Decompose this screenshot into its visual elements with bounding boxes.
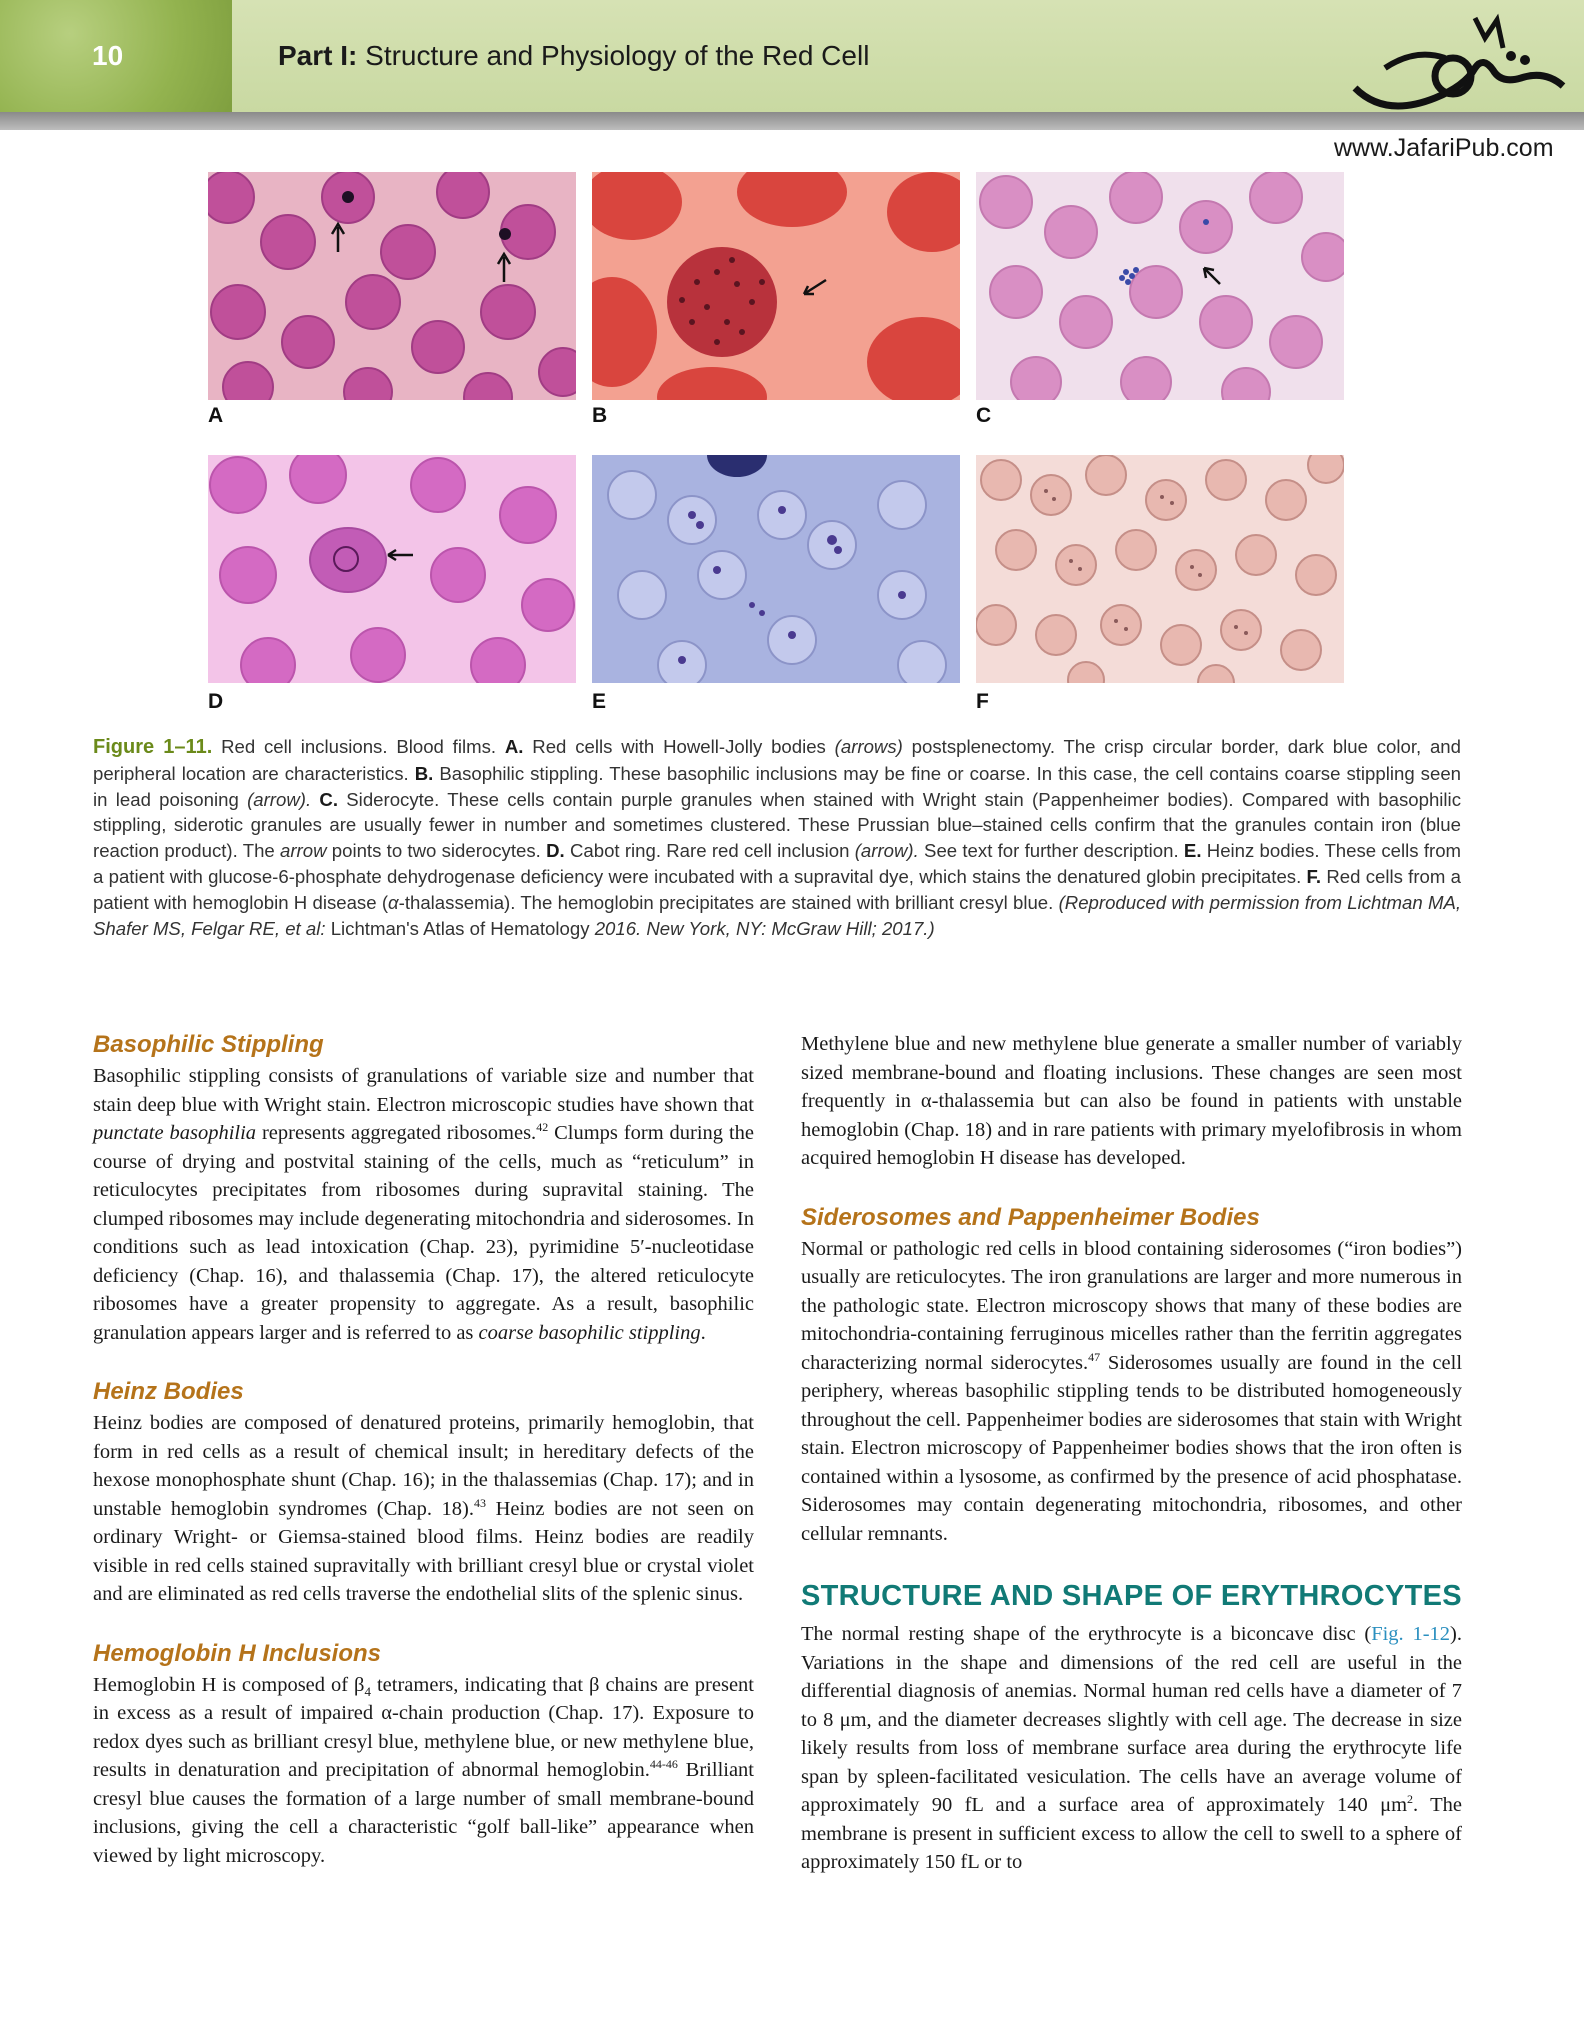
part-title: Structure and Physiology of the Red Cell (365, 40, 870, 71)
text-run: Clumps form during the course of drying and postvital staining of the cells, much as “reticulum” in reticulocytes precipitates from ribosomes during supravital staining. The clumped ribosomes may include degenerating mitochondria and siderosomes. In conditions such as lead intoxication (Chap. 23), pyrimidine 5′-nucleotidase deficiency (Chap. 16), and thalassemia (Chap. 17), the altered reticulocyte ribosomes have a greater propensity to aggregate. As a result, basophilic granulation appears larger and is referred to as (93, 1122, 755, 1344)
figure-label: Figure 1–11. (93, 736, 213, 758)
text-run: Heinz bodies are not seen on ordinary Wright- or Giemsa-stained blood films. Heinz bodies are readily visible in red cells stained supravitally with brilliant cresyl blue or crystal violet and are eliminated as red cells traverse the endothelial slits of the splenic sinus. (93, 1497, 754, 1605)
panel-label-a: A (208, 404, 224, 427)
section-heading-structure-shape: STRUCTURE AND SHAPE OF ERYTHROCYTES (801, 1580, 1462, 1612)
paragraph-basophilic-stippling (93, 1062, 754, 1347)
caption-e-text: Heinz bodies. These cells from a patient with glucose-6-phosphate dehydrogenase deficiency were incubated with a supravital dye, which stains the denatured globin precipitates. (93, 840, 1462, 887)
caption-f-text-2: -thalassemia). The hemoglobin precipitates are stained with brilliant cresyl blue. (398, 891, 1054, 913)
caption-d-label: D. (546, 840, 565, 862)
caption-c-text-2: points to two siderocytes. (331, 840, 541, 862)
publisher-logo-icon (1325, 8, 1580, 128)
heading-hemoglobin-h-inclusions: Hemoglobin H Inclusions (93, 1639, 382, 1667)
caption-f-text-1: Red cells from a patient with hemoglobin H disease ( (93, 865, 1461, 913)
superscript: 2 (1407, 1792, 1414, 1807)
panel-label-c: C (976, 404, 992, 427)
heading-basophilic-stippling: Basophilic Stippling (93, 1031, 324, 1058)
panel-d-image (208, 455, 576, 683)
text-run: represents aggregated ribosomes. (261, 1122, 537, 1144)
heading-siderosomes: Siderosomes and Pappenheimer Bodies (801, 1203, 1260, 1231)
paragraph-erythrocyte-shape (801, 1620, 1462, 1877)
right-column (801, 1030, 1462, 1877)
caption-b-text-1: Basophilic stippling. These basophilic inclusions may be fine or coarse. In this case, the cell contains coarse stippling seen in lead poisoning (93, 762, 1462, 810)
caption-c-text-1: Siderocyte. These cells contain purple granules when stained with Wright stain (Pappenheimer bodies). Compared with basophilic stippling, siderotic granules are usually fewer in number and sometimes clustered. These Prussian blue–stained cells confirm that the granules contain iron (blue reaction product). The (93, 788, 1461, 862)
paragraph-hemoglobin-h (93, 1671, 754, 1871)
text-run: Hemoglobin H is composed of β (93, 1673, 365, 1696)
caption-a-text-1: Red cells with Howell-Jolly bodies (532, 736, 826, 757)
paragraph-methylene-blue: Methylene blue and new methylene blue generate a smaller number of variably sized membrane-bound and floating inclusions. These changes are seen most frequently in α-thalassemia but can also be found in patients with unstable hemoglobin (Chap. 18) and in rare patients with primary myelofibrosis in whom acquired hemoglobin H disease has developed. (801, 1033, 1462, 1169)
reference-superscript: 47 (1088, 1349, 1101, 1364)
caption-credit-italic: (Reproduced with permission from Lichtman MA, Shafer MS, Felgar RE, et al: (93, 891, 1462, 939)
text-run: Heinz bodies are composed of denatured proteins, primarily hemoglobin, that form in red cells as a result of chemical insult; in hereditary defects of the hexose monophosphate shunt (Chap. 16); in the thalassemias (Chap. 17); and in unstable hemoglobin syndromes (Chap. 18). (93, 1412, 754, 1520)
heading-heinz-bodies: Heinz Bodies (93, 1378, 244, 1405)
text-run: Normal or pathologic red cells in blood containing siderosomes (“iron bodies”) usually are reticulocytes. The iron granulations are larger and more numerous in the pathologic state. Electron microscopy shows that many of these bodies are mitochondria-containing ferruginous micelles rather than the ferritin aggregates characterizing normal siderocytes. (801, 1237, 1462, 1374)
panel-b-image (592, 172, 960, 400)
text-run: . The membrane is present in sufficient excess to allow the cell to swell to a sphere of approximately 150 fL or to (801, 1794, 1462, 1873)
emphasis-text: coarse basophilic stippling (478, 1321, 701, 1344)
publisher-url: www.JafariPub.com (1330, 134, 1558, 163)
page-number: 10 (92, 40, 124, 71)
caption-d-text-1: Cabot ring. Rare red cell inclusion (569, 840, 850, 862)
caption-b-label: B. (414, 762, 434, 784)
text-run: Brilliant cresyl blue causes the formation of a large number of small membrane-bound inclusions, giving the cell a characteristic “golf ball-like” appearance when viewed by light microscopy. (93, 1759, 754, 1867)
caption-a-text-2: postsplenectomy. The crisp circular border, dark blue color, and peripheral location are characteristics. (93, 736, 1461, 784)
caption-a-label: A. (504, 736, 524, 757)
text-run: tetramers, indicating that β chains are present in excess as a result of impaired α-chain production (Chap. 17). Exposure to redox dyes such as brilliant cresyl blue, methylene blue, or new methylene blue, results in denaturation and precipitation of abnormal hemoglobin. (93, 1673, 754, 1781)
left-column (93, 1030, 754, 1870)
panel-a-image (208, 172, 576, 400)
panel-label-d: D (208, 690, 224, 713)
caption-d-text-2: See text for further description. (924, 840, 1179, 862)
text-run: Basophilic stippling consists of granulations of variable size and number that stain deep blue with Wright stain. Electron microscopic studies have shown that (93, 1065, 754, 1116)
emphasis-text: punctate basophilia (93, 1122, 257, 1144)
reference-superscript: 42 (536, 1120, 549, 1135)
running-head (278, 40, 869, 72)
caption-e-label: E. (1183, 840, 1202, 862)
subscript: 4 (364, 1683, 371, 1699)
paragraph-siderosomes (801, 1235, 1462, 1549)
paragraph-heinz-bodies (93, 1409, 754, 1609)
caption-f-alpha: α (388, 891, 399, 913)
panel-label-f: F (976, 690, 989, 713)
caption-b-arrow: (arrow). (247, 788, 312, 810)
panel-label-b: B (592, 404, 608, 427)
reference-superscript: 43 (474, 1495, 486, 1510)
text-run: Siderosomes usually are found in the cell periphery, whereas basophilic stippling tends to be distributed homogeneously throughout the cell. Pappenheimer bodies are siderosomes that stain with Wright stain. Electron microscopy of Pappenheimer bodies shows that the iron often is contained within a lysosome, as confirmed by the presence of acid phosphatase. Siderosomes may contain degenerating mitochondria, ribosomes, and other cellular remnants. (801, 1351, 1463, 1545)
caption-intro: Red cell inclusions. Blood films. (221, 736, 497, 757)
text-run: . (700, 1321, 706, 1344)
caption-a-arrows: (arrows) (834, 736, 903, 757)
panel-f-image (976, 455, 1344, 683)
part-label: Part I: (278, 40, 358, 71)
caption-credit-roman: Lichtman's Atlas of Hematology (330, 917, 590, 939)
caption-c-arrow: arrow (280, 840, 327, 862)
caption-c-label: C. (319, 788, 338, 810)
reference-superscript: 44-46 (649, 1757, 678, 1772)
panel-label-e: E (592, 690, 607, 713)
caption-credit-end: 2016. New York, NY: McGraw Hill; 2017.) (594, 917, 935, 939)
text-run: ). Variations in the shape and dimensions of the red cell are useful in the differential diagnosis of anemias. Normal human red cells have a diameter of 7 to 8 μm, and the diameter decreases slightly with cell age. The decrease in size likely results from loss of membrane surface area during the erythrocyte life span by spleen-facilitated vesiculation. The cells have an average volume of approximately 90 fL and a surface area of approximately 140 μm (801, 1623, 1462, 1816)
panel-c-image (976, 172, 1344, 400)
panel-e-image (592, 455, 960, 683)
caption-d-arrow: (arrow). (854, 840, 919, 862)
figure-caption (93, 734, 1461, 941)
caption-f-label: F. (1306, 865, 1322, 887)
text-run: The normal resting shape of the erythrocyte is a biconcave disc ( (801, 1623, 1372, 1645)
figure-link-1-12[interactable]: Fig. 1-12 (1371, 1623, 1451, 1645)
